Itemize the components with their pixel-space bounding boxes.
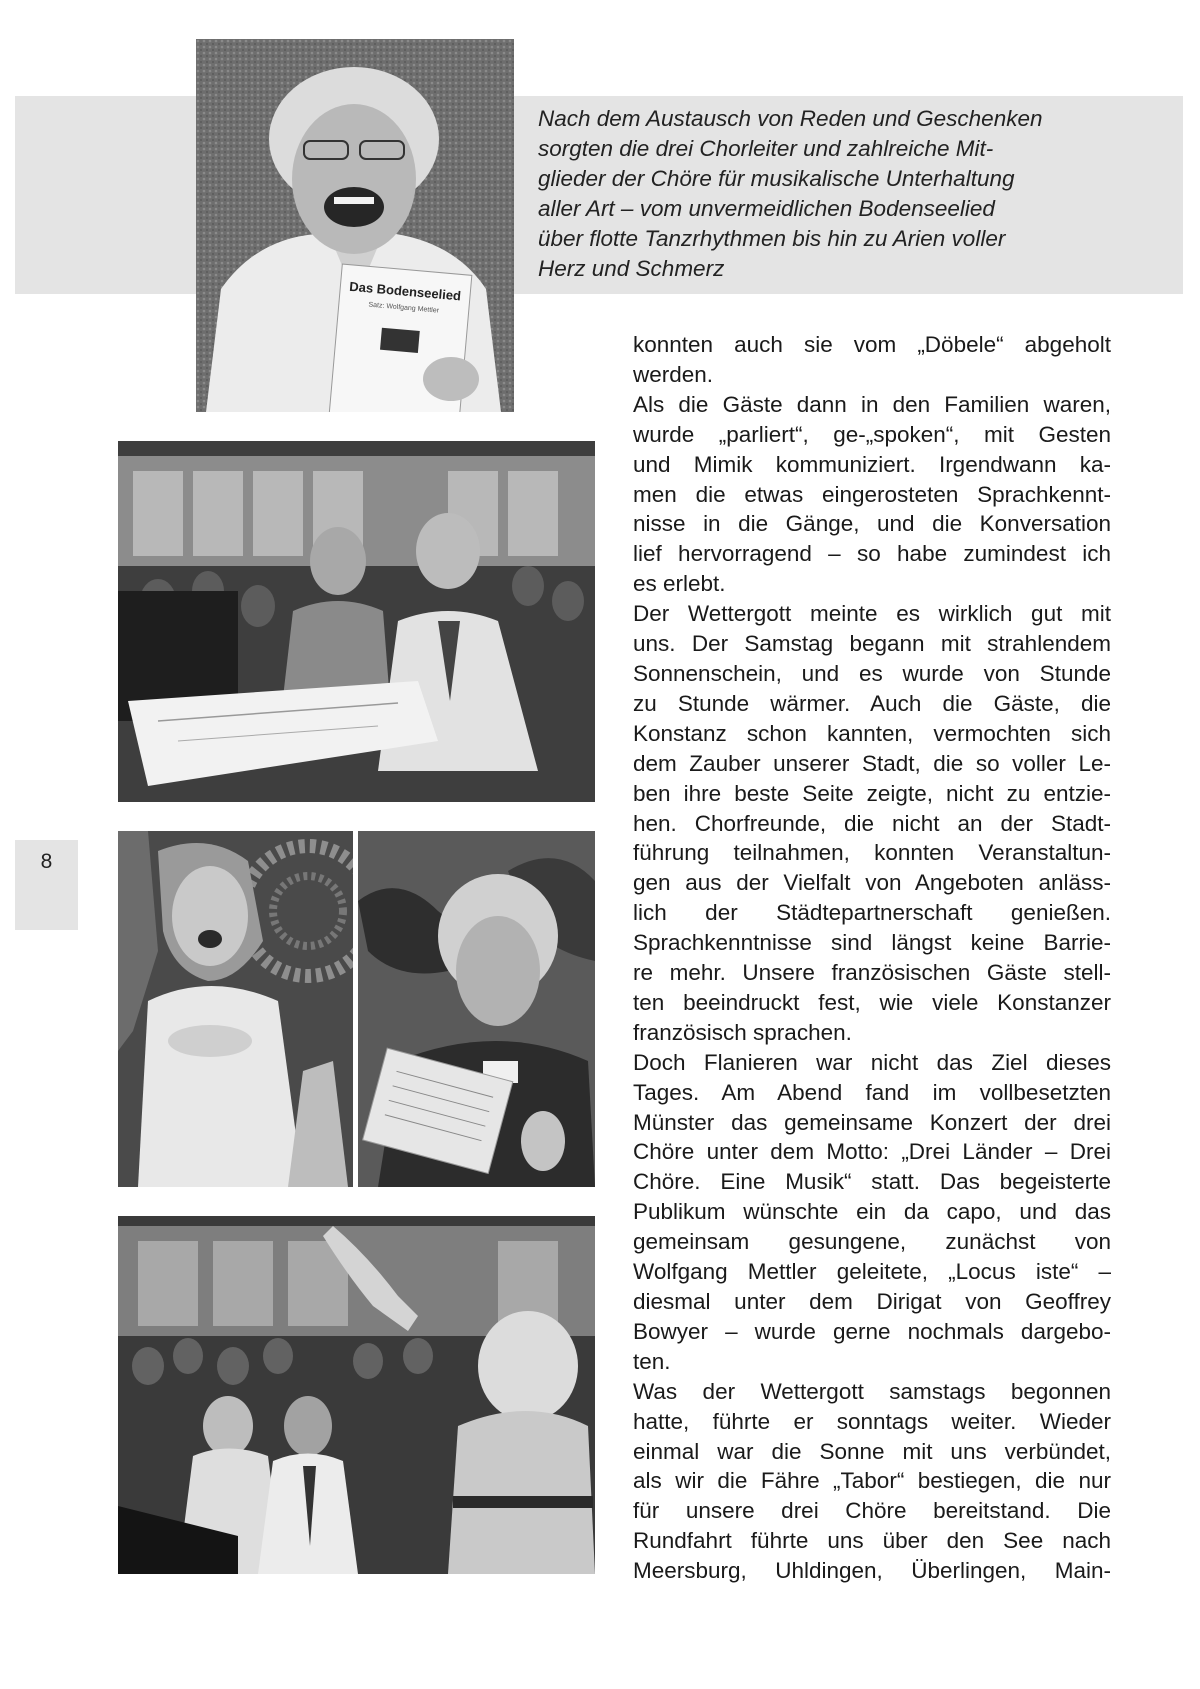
article-line: Chöre unter dem Motto: „Drei Länder – Drei: [633, 1139, 1111, 1165]
article-line: Konstanz schon kannten, vermochten sich: [633, 720, 1111, 746]
sheet-title: Das Bodenseelied: [348, 278, 462, 304]
article-line: führung teilnahmen, konnten Veranstaltun-: [633, 840, 1111, 866]
article-line: Sprachkenntnisse sind längst keine Barrie-: [633, 930, 1111, 956]
article-line: ten beeindruckt fest, wie viele Konstanzer: [633, 989, 1111, 1015]
article-line: Chöre. Eine Musik“ statt. Das begeisterte: [633, 1169, 1111, 1195]
photo-pianists: [118, 441, 595, 802]
article-line: Tages. Am Abend fand im vollbesetzten: [633, 1079, 1111, 1105]
article-line: Sonnenschein, und es wurde von Stunde: [633, 660, 1111, 686]
article-line: ben ihre beste Seite zeigte, nicht zu entzie-: [633, 780, 1111, 806]
article-line: einmal war die Sonne mit uns verbündet,: [633, 1438, 1111, 1464]
article-line: re mehr. Unsere französischen Gäste stell-: [633, 960, 1111, 986]
article-line: gemeinsam gesungene, zunächst von: [633, 1229, 1111, 1255]
article-line: Als die Gäste dann in den Familien waren,: [633, 391, 1111, 417]
photo-caption: [538, 104, 1138, 284]
article-line: Bowyer – wurde gerne nochmals dargebo-: [633, 1318, 1111, 1344]
photo-conductor-and-guests: [118, 1216, 595, 1574]
article-body: [633, 330, 1111, 1586]
article-line: Der Wettergott meinte es wirklich gut mit: [633, 601, 1111, 627]
page-number-tab: [15, 840, 78, 930]
article-line: werden.: [633, 361, 714, 387]
caption-line: Nach dem Austausch von Reden und Geschenken: [538, 106, 1043, 131]
article-line: Rundfahrt führte uns über den See nach: [633, 1528, 1111, 1554]
article-line: men die etwas eingerosteten Sprachkennt-: [633, 481, 1111, 507]
article-line: wurde „parliert“, ge-„spoken“, mit Gesten: [633, 421, 1111, 447]
article-line: Publikum wünschte ein da capo, und das: [633, 1199, 1111, 1225]
caption-line: glieder der Chöre für musikalische Unterhaltung: [538, 166, 1015, 191]
article-line: Was der Wettergott samstags begonnen: [633, 1378, 1111, 1404]
article-line: lief hervorragend – so habe zumindest ich: [633, 541, 1111, 567]
article-line: für unsere drei Chöre bereitstand. Die: [633, 1498, 1111, 1524]
article-line: als wir die Fähre „Tabor“ bestiegen, die nur: [633, 1468, 1111, 1494]
article-line: konnten auch sie vom „Döbele“ abgeholt: [633, 332, 1111, 357]
article-line: gen aus der Vielfalt von Angeboten anläss-: [633, 870, 1111, 896]
article-line: hatte, führte er sonntags weiter. Wieder: [633, 1408, 1111, 1434]
article-line: französisch sprachen.: [633, 1019, 852, 1045]
article-line: ten.: [633, 1348, 671, 1374]
article-line: es erlebt.: [633, 571, 726, 597]
article-line: und Mimik kommuniziert. Irgendwann ka-: [633, 451, 1111, 477]
sheet-subtitle: Satz: Wolfgang Mettler: [368, 301, 440, 315]
article-line: dem Zauber unserer Stadt, die so voller Le-: [633, 750, 1111, 776]
article-line: Münster das gemeinsame Konzert der drei: [633, 1109, 1111, 1135]
article-line: Meersburg, Uhldingen, Überlingen, Main-: [633, 1558, 1111, 1584]
caption-line: sorgten die drei Chorleiter und zahlreiche Mit-: [538, 136, 994, 161]
caption-line: über flotte Tanzrhythmen bis hin zu Arien voller: [538, 226, 1006, 251]
article-line: zu Stunde wärmer. Auch die Gäste, die: [633, 690, 1111, 716]
article-line: diesmal unter dem Dirigat von Geoffrey: [633, 1289, 1111, 1314]
article-line: lich der Städtepartnerschaft genießen.: [633, 900, 1111, 926]
caption-line: Herz und Schmerz: [538, 256, 725, 281]
photo-singer-with-sheet: [358, 831, 595, 1187]
article-line: uns. Der Samstag begann mit strahlendem: [633, 631, 1111, 657]
photo-choir-leader-laughing: [196, 39, 514, 412]
article-line: nisse in die Gänge, und die Konversation: [633, 511, 1111, 537]
caption-line: aller Art – vom unvermeidlichen Bodenseelied: [538, 196, 995, 221]
article-line: Wolfgang Mettler geleitete, „Locus iste“ –: [633, 1259, 1111, 1285]
article-line: hen. Chorfreunde, die nicht an der Stadt-: [633, 810, 1111, 836]
page-number: 8: [40, 850, 53, 873]
article-line: Doch Flanieren war nicht das Ziel dieses: [633, 1049, 1111, 1075]
photo-soloist-singing: [118, 831, 353, 1187]
